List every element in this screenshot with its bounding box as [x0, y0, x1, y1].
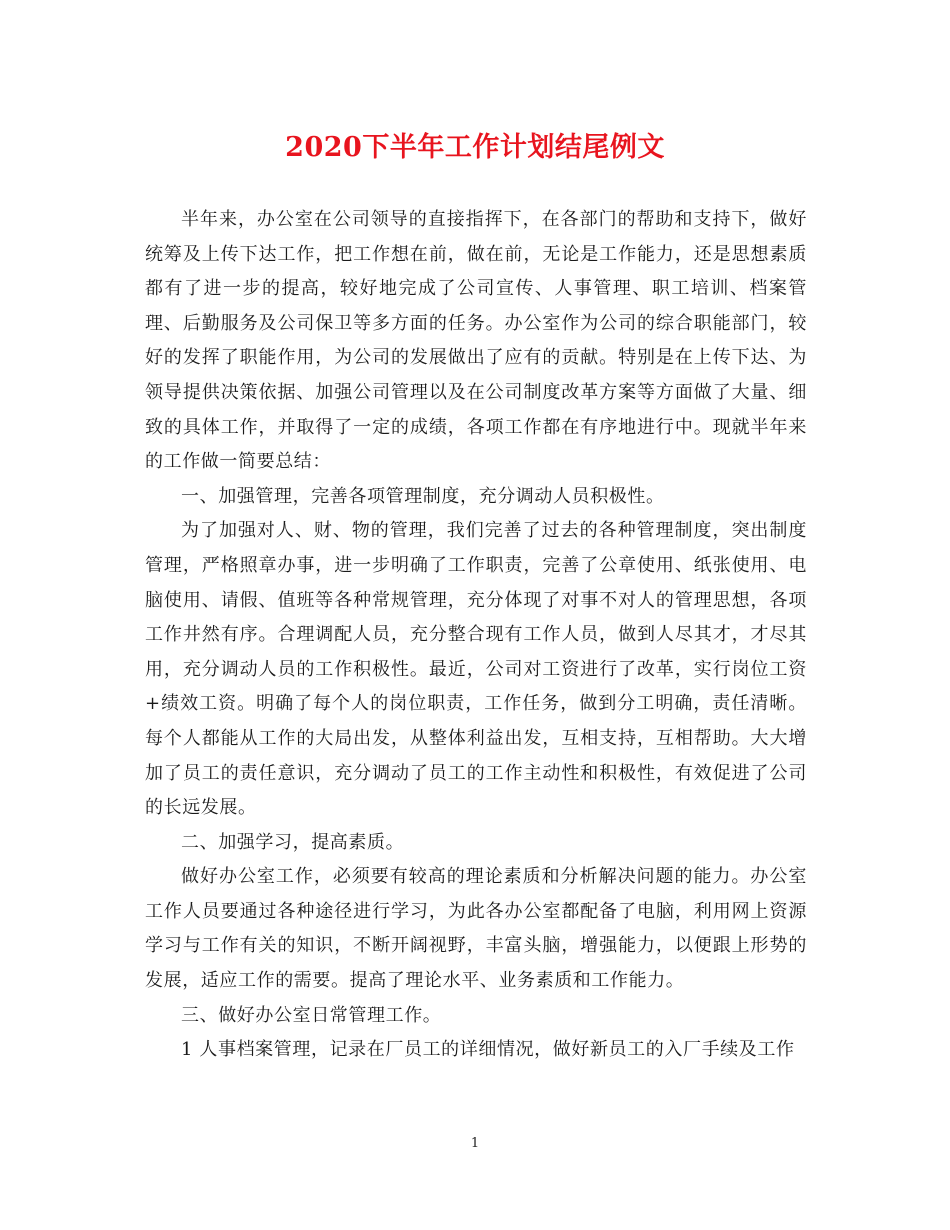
paragraph-intro: 半年来，办公室在公司领导的直接指挥下，在各部门的帮助和支持下，做好统筹及上传下达工作，把工作想在前，做在前，无论是工作能力，还是思想素质都有了进一步的提高，较好地完成了公司宣传、人事管理、职工培训、档案管理、后勤服务及公司保卫等多方面的任务。办公室作为公司的综合职能部门，较好的发挥了职能作用，为公司的发展做出了应有的贡献。特别是在上传下达、为领导提供决策依据、加强公司管理以及在公司制度改革方案等方面做了大量、细致的具体工作，并取得了一定的成绩，各项工作都在有序地进行中。现就半年来的工作做一简要总结：	[145, 209, 807, 473]
paragraph-section-1: 为了加强对人、财、物的管理，我们完善了过去的各种管理制度，突出制度管理，严格照章办事，进一步明确了工作职责，完善了公章使用、纸张使用、电脑使用、请假、值班等各种常规管理，充分体现了对事不对人的管理思想，各项工作井然有序。合理调配人员，充分整合现有工作人员，做到人尽其才，才尽其用，充分调动人员的工作积极性。最近，公司对工资进行了改革，实行岗位工资+绩效工资。明确了每个人的岗位职责，工作任务，做到分工明确，责任清晰。每个人都能从工作的大局出发，从整体利益出发，互相支持，互相帮助。大大增加了员工的责任意识，充分调动了员工的工作主动性和积极性，有效促进了公司的长远发展。	[145, 520, 807, 819]
document-body	[145, 203, 807, 1068]
heading-section-2: 二、加强学习，提高素质。	[181, 831, 405, 853]
page-number: 1	[470, 1136, 480, 1151]
heading-section-1: 一、加强管理，完善各项管理制度，充分调动人员积极性。	[181, 485, 665, 507]
heading-section-3: 三、做好办公室日常管理工作。	[181, 1004, 442, 1026]
document-title: 2020下半年工作计划结尾例文	[285, 132, 665, 163]
paragraph-section-2: 做好办公室工作，必须要有较高的理论素质和分析解决问题的能力。办公室工作人员要通过各种途径进行学习，为此各办公室都配备了电脑，利用网上资源学习与工作有关的知识，不断开阔视野，丰富头脑，增强能力，以便跟上形势的发展，适应工作的需要。提高了理论水平、业务素质和工作能力。	[145, 866, 807, 992]
paragraph-section-3-item-1: 1 人事档案管理，记录在厂员工的详细情况，做好新员工的入厂手续及工作	[181, 1039, 795, 1061]
